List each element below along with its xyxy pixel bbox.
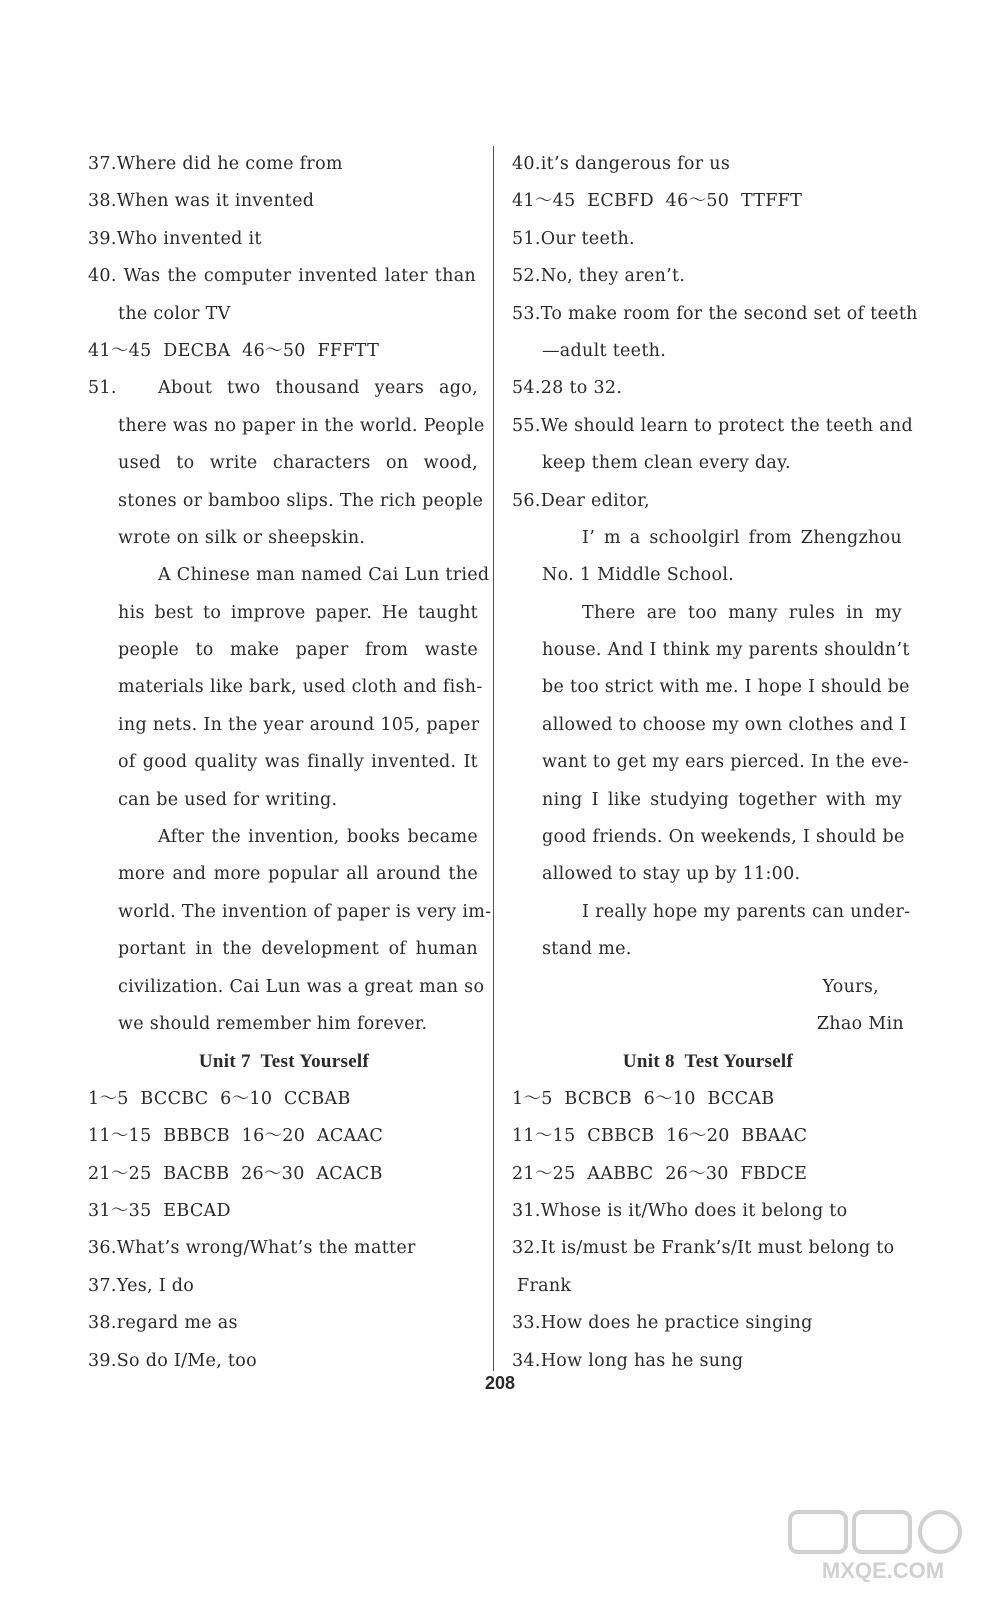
unit8-answer-32-line2: Frank <box>517 1275 572 1296</box>
answer-39: 39.Who invented it <box>88 228 262 249</box>
letter-salutation: 56.Dear editor, <box>512 490 650 511</box>
answer-55-line1: 55.We should learn to protect the teeth and <box>512 415 913 436</box>
letter-line: house. And I think my parents shouldn’t <box>542 640 910 661</box>
essay-line: After the invention, books became <box>158 827 478 848</box>
unit7-answer-38: 38.regard me as <box>88 1313 238 1334</box>
column-divider <box>493 146 494 1371</box>
essay-line: stones or bamboo slips. The rich people <box>118 490 484 511</box>
answer-51-right: 51.Our teeth. <box>512 228 635 249</box>
letter-line: allowed to choose my own clothes and I <box>542 714 907 735</box>
watermark-text: MXQE.COM <box>821 1558 945 1582</box>
essay-line: portant in the development of human <box>118 939 478 960</box>
essay-line: more and more popular all around the <box>118 864 478 885</box>
essay-line: ing nets. In the year around 105, paper <box>118 714 480 735</box>
letter-line: stand me. <box>542 939 632 960</box>
watermark-circle <box>920 1512 960 1552</box>
unit7-key-1-10: 1～5 BCCBC 6～10 CCBAB <box>88 1088 351 1109</box>
essay-line: About two thousand years ago, <box>158 378 478 399</box>
essay-line: materials like bark, used cloth and fish- <box>118 677 483 698</box>
essay-line: there was no paper in the world. People <box>118 415 485 436</box>
watermark-logo <box>788 1510 978 1582</box>
answer-key-41-50-right: 41～45 ECBFD 46～50 TTFFT <box>512 191 803 212</box>
letter-line: good friends. On weekends, I should be <box>542 827 905 848</box>
unit8-answer-33: 33.How does he practice singing <box>512 1313 813 1334</box>
answer-53-line2: —adult teeth. <box>542 340 667 361</box>
essay-line: we should remember him forever. <box>118 1013 428 1034</box>
unit7-answer-37: 37.Yes, I do <box>88 1275 195 1296</box>
answer-55-line2: keep them clean every day. <box>542 453 791 474</box>
essay-line: can be used for writing. <box>118 789 338 810</box>
essay-line: world. The invention of paper is very im- <box>118 901 492 922</box>
unit7-heading: Unit 7 Test Yourself <box>198 1051 370 1073</box>
answer-key-41-50: 41～45 DECBA 46～50 FFFTT <box>88 340 380 361</box>
unit7-key-21-30: 21～25 BACBB 26～30 ACACB <box>88 1163 383 1184</box>
unit8-heading: Unit 8 Test Yourself <box>622 1051 794 1073</box>
unit7-key-31-35: 31～35 EBCAD <box>88 1200 231 1221</box>
letter-line: I really hope my parents can under- <box>582 901 911 922</box>
letter-signature: Zhao Min <box>816 1013 904 1034</box>
watermark-box <box>854 1512 910 1552</box>
unit8-answer-31: 31.Whose is it/Who does it belong to <box>512 1200 848 1221</box>
unit7-answer-39: 39.So do I/Me, too <box>88 1350 257 1371</box>
answer-40-line2: the color TV <box>118 303 231 324</box>
letter-line: ning I like studying together with my <box>542 789 902 810</box>
essay-line: used to write characters on wood, <box>118 453 478 474</box>
letter-line: allowed to stay up by 11:00. <box>542 864 801 885</box>
letter-line: I’ m a schoolgirl from Zhengzhou <box>582 527 902 548</box>
answer-52-right: 52.No, they aren’t. <box>512 266 686 287</box>
essay-line: his best to improve paper. He taught <box>118 602 478 623</box>
letter-line: want to get my ears pierced. In the eve- <box>542 752 909 773</box>
essay-body <box>88 370 492 1043</box>
unit8-key-21-30: 21～25 AABBC 26～30 FBDCE <box>512 1163 808 1184</box>
answer-40-right: 40.it’s dangerous for us <box>512 154 731 174</box>
answer-38: 38.When was it invented <box>88 191 315 212</box>
essay-label: 51. <box>88 378 117 399</box>
letter-line: be too strict with me. I hope I should be <box>542 677 910 698</box>
essay-line: wrote on silk or sheepskin. <box>118 527 366 548</box>
answer-54-right: 54.28 to 32. <box>512 378 623 399</box>
letter-line: No. 1 Middle School. <box>542 565 735 586</box>
essay-line: civilization. Cai Lun was a great man so <box>118 976 485 997</box>
answer-37: 37.Where did he come from <box>88 154 343 174</box>
unit7-answer-36: 36.What’s wrong/What’s the matter <box>88 1238 416 1259</box>
answer-53-line1: 53.To make room for the second set of teeth <box>512 303 918 324</box>
page-number: 208 <box>484 1373 516 1393</box>
right-column <box>512 146 918 1380</box>
watermark-box <box>790 1512 846 1552</box>
letter-line: There are too many rules in my <box>582 602 902 623</box>
unit7-key-11-20: 11～15 BBBCB 16～20 ACAAC <box>88 1126 384 1147</box>
essay-line: A Chinese man named Cai Lun tried <box>158 565 490 586</box>
unit8-answer-34: 34.How long has he sung <box>512 1350 744 1371</box>
left-column <box>88 146 492 1380</box>
unit8-key-11-20: 11～15 CBBCB 16～20 BBAAC <box>512 1126 808 1147</box>
essay-line: people to make paper from waste <box>118 640 478 661</box>
unit8-answer-32-line1: 32.It is/must be Frank’s/It must belong to <box>512 1238 895 1259</box>
essay-51 <box>88 370 492 1043</box>
letter-closing: Yours, <box>822 976 879 997</box>
letter-body-inner <box>512 520 911 969</box>
letter-body <box>512 520 911 969</box>
essay-line: of good quality was finally invented. It <box>118 752 478 773</box>
unit8-key-1-10: 1～5 BCBCB 6～10 BCCAB <box>512 1088 775 1109</box>
answer-40-line1: 40. Was the computer invented later than <box>88 266 476 287</box>
